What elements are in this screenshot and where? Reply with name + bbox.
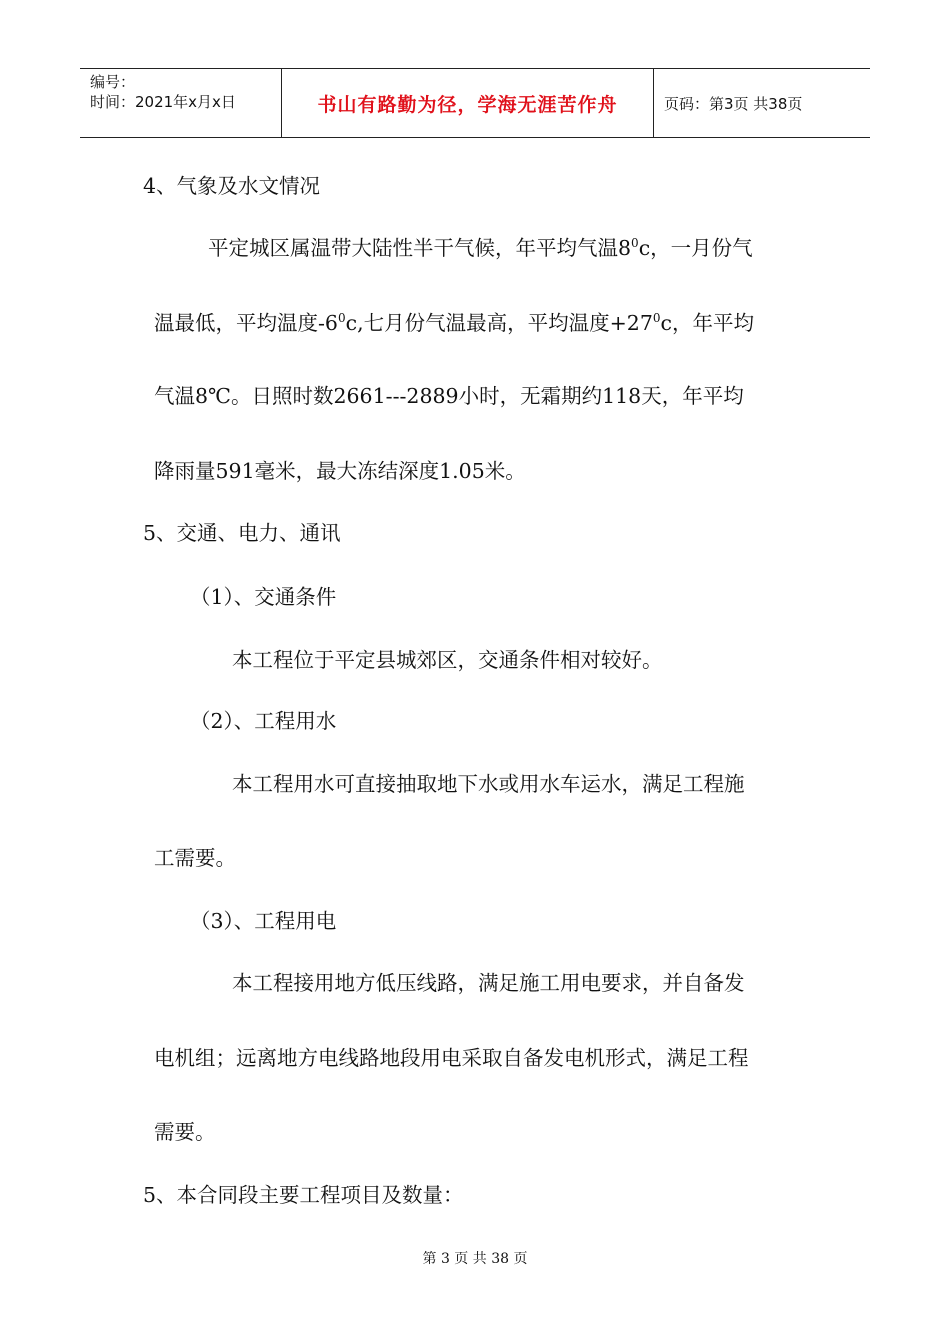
paragraph-line: 需要。 [154,1120,216,1144]
paragraph-line: 本工程位于平定县城郊区，交通条件相对较好。 [232,648,663,672]
document-date: 时间：2021年x月x日 [90,93,236,111]
subheading-water: （2）、工程用水 [190,709,337,733]
section-heading-quantities: 5、本合同段主要工程项目及数量： [143,1183,464,1207]
header-table [80,68,870,138]
paragraph-line: 电机组；远离地方电线路地段用电采取自备发电机形式，满足工程 [154,1046,749,1070]
paragraph-line: 本工程接用地方低压线路，满足施工用电要求，并自备发 [232,971,745,995]
section-heading-weather: 4、气象及水文情况 [143,174,321,198]
paragraph-line: 本工程用水可直接抽取地下水或用水车运水，满足工程施 [232,772,745,796]
header-meta-cell [80,69,282,137]
paragraph-line: 温最低，平均温度$-6^0c$,七月份气温最高，平均温度$+27^0c$，年平均 [154,311,755,335]
page-footer: 第 3 页 共 38 页 [422,1251,528,1267]
paragraph-line: 平定城区属温带大陆性半干气候，年平均气温$8^0c$，一月份气 [208,236,753,260]
paragraph-line: 工需要。 [154,846,236,870]
paragraph-line: 降雨量591毫米，最大冻结深度1.05米。 [154,459,526,483]
header-motto-cell [282,69,654,137]
subheading-electricity: （3）、工程用电 [190,909,337,933]
section-heading-transport: 5、交通、电力、通讯 [143,521,341,545]
header-page-cell [654,69,870,137]
header-motto: 书山有路勤为径，学海无涯苦作舟 [317,93,618,116]
header-page-info: 页码：第3页 共38页 [664,94,803,113]
subheading-traffic: （1）、交通条件 [190,585,337,609]
document-number-label: 编号： [90,73,136,91]
paragraph-line: 气温8℃。日照时数2661---2889小时，无霜期约118天，年平均 [154,384,744,408]
